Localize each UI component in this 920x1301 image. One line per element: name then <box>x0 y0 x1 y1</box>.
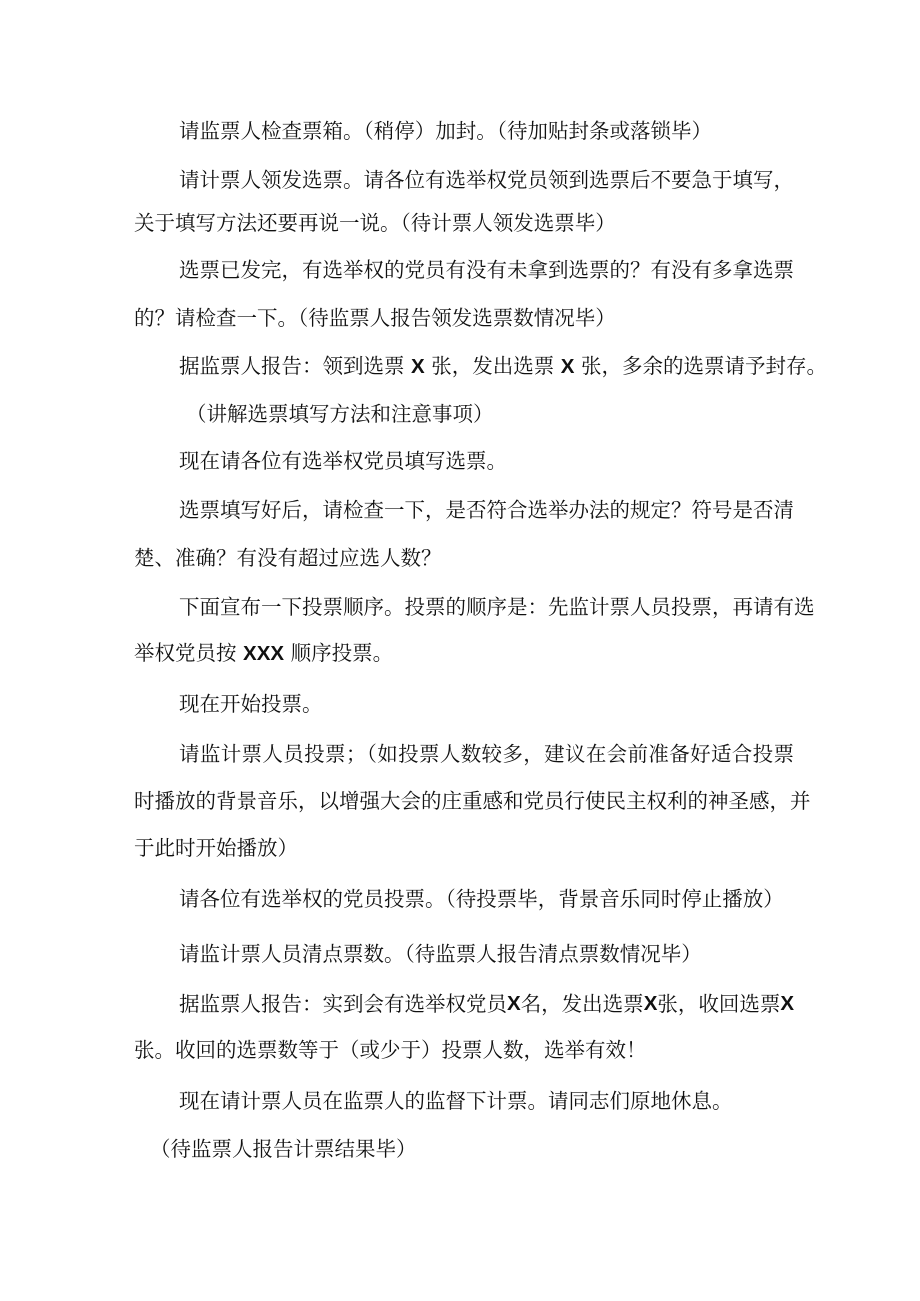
paragraph-line: 下面宣布一下投票顺序。投票的顺序是：先监计票人员投票，再请有选 <box>179 595 815 619</box>
placeholder-x: X <box>507 992 521 1015</box>
paragraph-line: （讲解选票填写方法和注意事项） <box>186 402 494 426</box>
paragraph-line: 关于填写方法还要再说一说。（待计票人领发选票毕） <box>134 211 616 235</box>
paragraph-line: 请计票人领发选票。请各位有选举权党员领到选票后不要急于填写， <box>179 168 794 192</box>
paragraph-line: 请各位有选举权的党员投票。（待投票毕，背景音乐同时停止播放） <box>179 887 784 911</box>
paragraph-line: 请监计票人员清点票数。（待监票人报告清点票数情况毕） <box>179 942 702 966</box>
paragraph-line: 的？请检查一下。（待监票人报告领发选票数情况毕） <box>134 306 616 330</box>
paragraph-line <box>179 991 794 1017</box>
paragraph-line: 时播放的背景音乐，以增强大会的庄重感和党员行使民主权利的神圣感，并 <box>134 789 811 813</box>
text: 据监票人报告：实到会有选举权党员 <box>179 992 507 1016</box>
paragraph-line: 请监票人检查票箱。（稍停）加封。（待加贴封条或落锁毕） <box>179 119 712 143</box>
paragraph-line <box>179 353 827 380</box>
text: 张，收回选票 <box>657 992 781 1016</box>
placeholder-x: X <box>560 355 575 378</box>
paragraph-line: 选票填写好后，请检查一下，是否符合选举办法的规定？符号是否清 <box>179 498 794 522</box>
placeholder-x: X <box>411 355 425 378</box>
paragraph-line: （待监票人报告计票结果毕） <box>150 1137 417 1161</box>
paragraph-line: 请监计票人员投票；（如投票人数较多，建议在会前准备好适合投票 <box>179 742 794 766</box>
text: 名，发出选票 <box>520 992 644 1016</box>
paragraph-line: 张。收回的选票数等于（或少于）投票人数，选举有效！ <box>134 1038 647 1062</box>
paragraph-line <box>134 640 794 667</box>
paragraph-line: 于此时开始播放） <box>134 836 298 860</box>
paragraph-line: 现在开始投票。 <box>179 692 323 716</box>
text: 顺序投票。 <box>290 641 394 665</box>
text: 张，发出选票 <box>431 354 555 378</box>
text: 张，多余的选票请予封存。 <box>581 354 827 378</box>
paragraph-line: 现在请各位有选举权党员填写选票。 <box>179 449 507 473</box>
placeholder-x: X <box>643 992 658 1015</box>
text: 据监票人报告：领到选票 <box>179 354 405 378</box>
text: 举权党员按 <box>134 641 237 665</box>
paragraph-line: 楚、准确？有没有超过应选人数？ <box>134 546 442 570</box>
placeholder-xxx: XXX <box>243 642 285 665</box>
paragraph-line: 现在请计票人员在监票人的监督下计票。请同志们原地休息。 <box>179 1089 733 1113</box>
placeholder-x: X <box>780 992 795 1015</box>
paragraph-line: 选票已发完，有选举权的党员有没有未拿到选票的？有没有多拿选票 <box>179 258 794 282</box>
